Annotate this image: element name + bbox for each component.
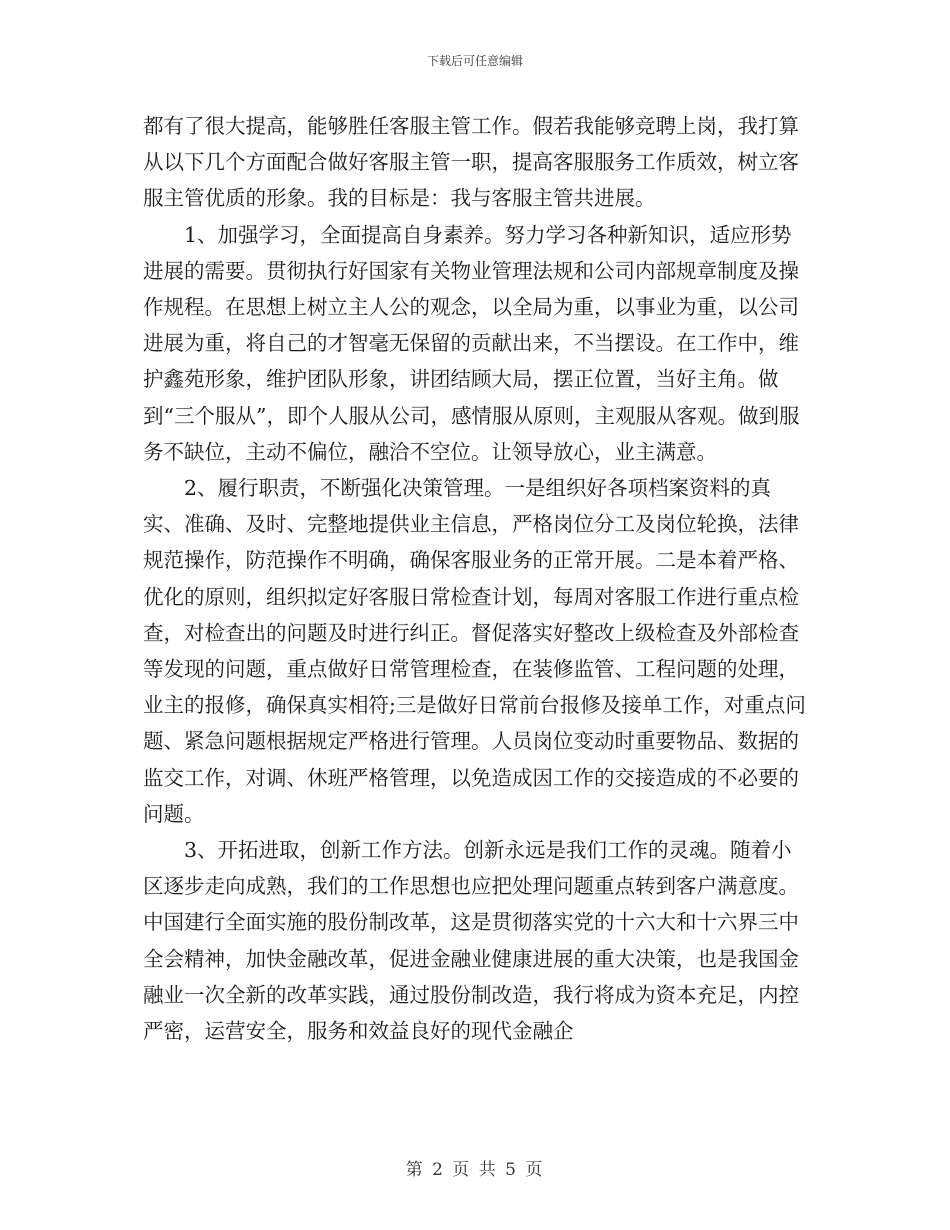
paragraph-section-3: 3、开拓进取，创新工作方法。创新永远是我们工作的灵魂。随着小区逐步走向成熟，我们的工作思想也应把处理问题重点转到客户满意度。 中国建行全面实施的股份制改革，这是贯彻落实党的十六大和十六界三中全会精神，加快金融改革，促进金融业健康进展的重大决策，也是我国金融业一次全新的改革实践，通过股份制改造，我行将成为资本充足，内控严密，运营安全，服务和效益良好的现代金融企 [143, 838, 799, 1044]
paragraph-section-2: 2、履行职责，不断强化决策管理。一是组织好各项档案资料的真实、准确、及时、完整地提供业主信息，严格岗位分工及岗位轮换，法律规范操作，防范操作不明确，确保客服业务的正常开展。二是本着严格、优化的原则，组织拟定好客服日常检查计划，每周对客服工作进行重点检查，对检查出的问题及时进行纠正。督促落实好整改上级检查及外部检查等发现的问题，重点做好日常管理检查，在装修监管、工程问题的处理，业主的报修，确保真实相符;三是做好日常前台报修及接单工作，对重点问题、紧急问题根据规定严格进行管理。人员岗位变动时重要物品、数据的监交工作，对调、休班严格管理，以免造成因工作的交接造成的不必要的问题。 [143, 476, 806, 826]
page-footer: 第 2 页 共 5 页 [405, 1160, 545, 1180]
paragraph-continuation: 都有了很大提高，能够胜任客服主管工作。假若我能够竞聘上岗，我打算从以下几个方面配合做好客服主管一职，提高客服服务工作质效，树立客服主管优质的形象。我的目标是：我与客服主管共进展。 [143, 114, 799, 211]
page-header: 下载后可任意编辑 [426, 54, 523, 68]
paragraph-section-1: 1、加强学习，全面提高自身素养。努力学习各种新知识，适应形势进展的需要。贯彻执行好国家有关物业管理法规和公司内部规章制度及操作规程。在思想上树立主人公的观念，以全局为重，以事业为重，以公司进展为重，将自己的才智毫无保留的贡献出来，不当摆设。在工作中，维护鑫苑形象，维护团队形象，讲团结顾大局，摆正位置，当好主角。做到“三个服从”，即个人服从公司，感情服从原则，主观服从客观。做到服务不缺位，主动不偏位，融洽不空位。让领导放心，业主满意。 [143, 222, 800, 464]
document-body [143, 108, 807, 1049]
